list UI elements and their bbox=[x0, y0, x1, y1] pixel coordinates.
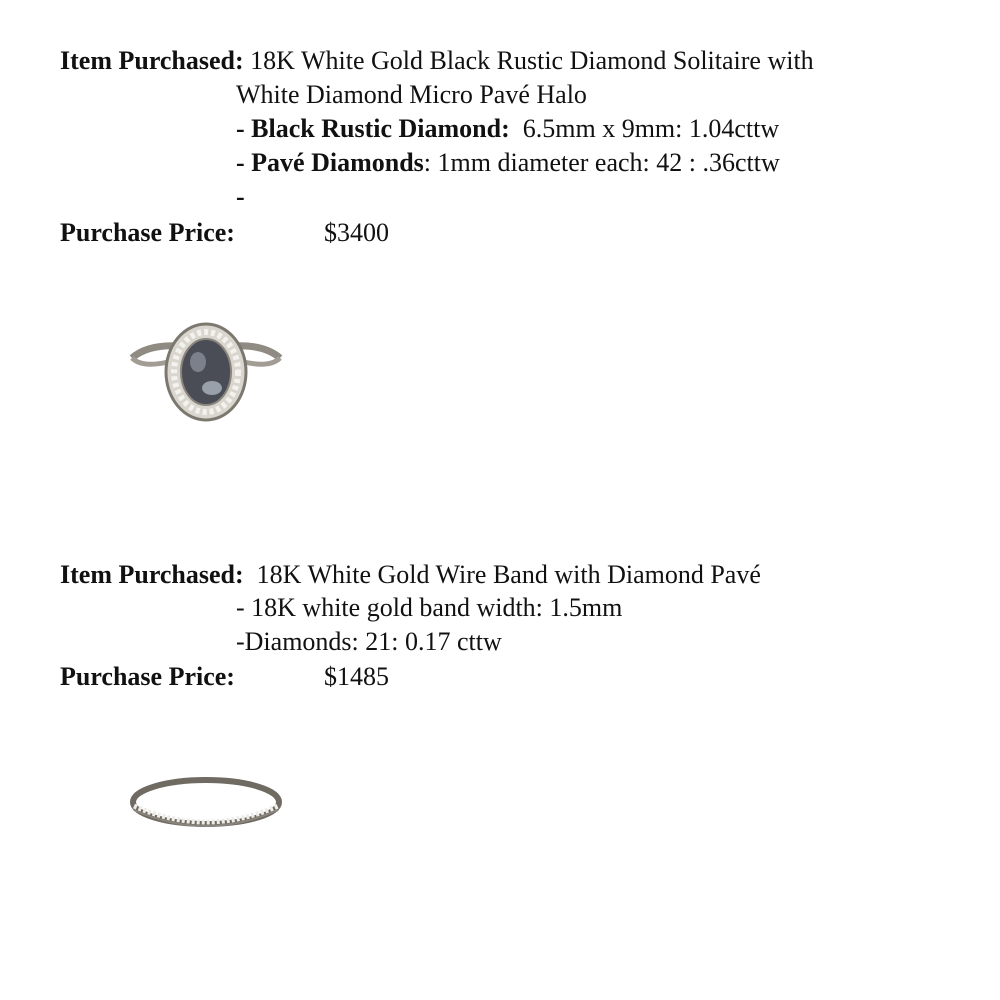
item-label: Item Purchased: bbox=[60, 46, 244, 75]
purchase-price-row bbox=[60, 216, 389, 250]
item-1-title-line bbox=[60, 44, 814, 78]
item-title: 18K White Gold Wire Band with Diamond Pavé bbox=[250, 560, 761, 589]
wire-band-ring-image bbox=[128, 772, 284, 838]
price-value: $1485 bbox=[324, 662, 389, 691]
item-title-continued: White Diamond Micro Pavé Halo bbox=[236, 80, 587, 109]
item-label: Item Purchased: bbox=[60, 560, 244, 589]
price-value: $3400 bbox=[324, 218, 389, 247]
purchase-price-row bbox=[60, 660, 389, 694]
detail-diamonds: -Diamonds: 21: 0.17 cttw bbox=[236, 627, 502, 656]
price-label: Purchase Price: bbox=[60, 218, 235, 247]
detail-pave-diamonds: - Pavé Diamonds: 1mm diameter each: 42 : .36cttw bbox=[236, 148, 780, 177]
detail-empty-bullet: - bbox=[236, 182, 245, 211]
price-label: Purchase Price: bbox=[60, 662, 235, 691]
detail-black-diamond: - Black Rustic Diamond: 6.5mm x 9mm: 1.04cttw bbox=[236, 114, 780, 143]
item-2-title-line bbox=[60, 558, 761, 592]
detail-band-width: - 18K white gold band width: 1.5mm bbox=[236, 593, 623, 622]
halo-ring-image bbox=[128, 320, 284, 426]
item-title: 18K White Gold Black Rustic Diamond Solitaire with bbox=[250, 46, 814, 75]
